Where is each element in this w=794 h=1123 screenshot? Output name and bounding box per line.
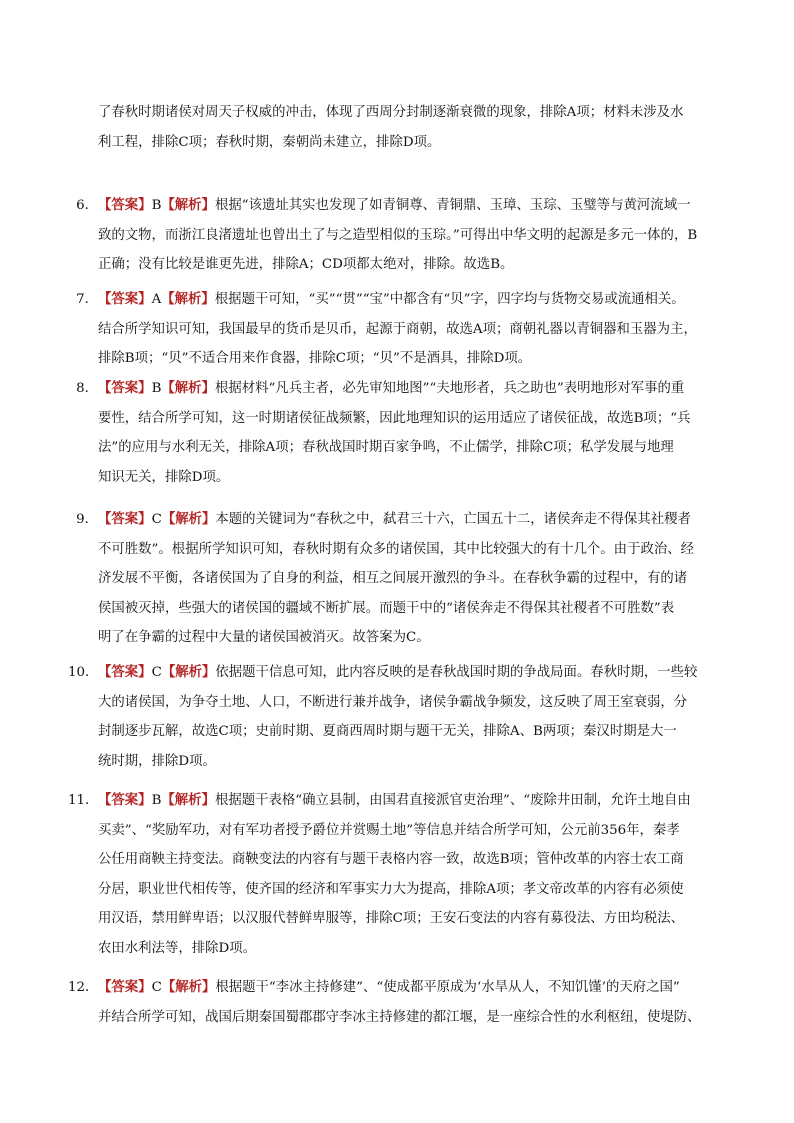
item-first-line xyxy=(68,191,738,221)
text-line: 明了在争霸的过程中大量的诸侯国被消灭。故答案为C。 xyxy=(98,630,430,645)
answer-letter: A xyxy=(151,292,162,307)
answer-letter: C xyxy=(151,980,162,995)
answer-item-8 xyxy=(68,374,738,492)
text-line: 封制逐步瓦解，故选C项；史前时期、夏商西周时期与题干无关，排除A、B两项；秦汉时期是大一 xyxy=(98,724,677,739)
answer-item-11 xyxy=(68,786,738,963)
item-first-line xyxy=(68,374,738,404)
answer-letter: B xyxy=(151,198,162,213)
analysis-label: 【解析】 xyxy=(161,511,216,527)
text-line: 买卖”、“奖励军功，对有军功者授予爵位并赏赐土地”等信息并结合所学可知，公元前356年，秦孝 xyxy=(98,822,680,838)
text-line: 致的文物，而浙江良渚遗址也曾出土了与之造型相似的玉琮。”可得出中华文明的起源是多元一体的，B xyxy=(98,227,698,243)
continuation-paragraph xyxy=(98,98,738,157)
text-line: 分居，职业世代相传等，使齐国的经济和军事实力大为提高，排除A项；孝文帝改革的内容有必须使 xyxy=(98,881,684,897)
text-line: 结合所学知识可知，我国最早的货币是贝币，起源于商朝，故选A项；商朝礼器以青铜器和玉器为主， xyxy=(98,321,697,337)
analysis-label: 【解析】 xyxy=(161,380,215,396)
item-number: 8． xyxy=(76,381,98,396)
answer-letter: B xyxy=(151,381,162,396)
text-line: 利工程，排除C项；春秋时期，秦朝尚未建立，排除D项。 xyxy=(98,134,441,150)
answer-letter: C xyxy=(151,665,162,680)
item-number: 7． xyxy=(76,292,98,307)
text-line: 正确；没有比较是谁更先进，排除A；CD项都太绝对，排除。故选B。 xyxy=(98,257,514,272)
text-line: 本题的关键词为“春秋之中，弑君三十六，亡国五十二，诸侯奔走不得保其社稷者 xyxy=(215,512,691,527)
item-first-line xyxy=(68,786,738,816)
text-line: 侯国被灭掉，些强大的诸侯国的疆域不断扩展。而题干中的“诸侯奔走不得保其社稷者不可胜数”表 xyxy=(98,600,675,616)
analysis-label: 【解析】 xyxy=(161,979,216,995)
text-line: 依据题干信息可知，此内容反映的是春秋战国时期的争战局面。春秋时期，一些较 xyxy=(215,665,698,680)
text-line: 知识无关，排除D项。 xyxy=(98,469,230,485)
answer-label: 【答案】 xyxy=(98,197,152,213)
item-number: 9． xyxy=(76,512,98,527)
answer-item-7 xyxy=(68,285,738,374)
text-line: 根据材料“凡兵主者，必先审知地图”“夫地形者，兵之助也”表明地形对军事的重 xyxy=(214,381,685,396)
text-line: 根据“该遗址其实也发现了如青铜尊、青铜鼎、玉璋、玉琮、玉璧等与黄河流域一 xyxy=(214,198,691,213)
text-line: 公任用商鞅主持变法。商鞅变法的内容有与题干表格内容一致，故选B项；管仲改革的内容士农工商 xyxy=(98,852,684,867)
answer-item-10 xyxy=(68,658,738,776)
text-line: 了春秋时期诸侯对周天子权威的冲击，体现了西周分封制逐渐衰微的现象，排除A项；材料未涉及水 xyxy=(98,105,684,120)
answer-letter: B xyxy=(151,793,162,808)
text-line: 统时期，排除D项。 xyxy=(98,753,216,769)
answer-label: 【答案】 xyxy=(98,664,152,680)
answer-label: 【答案】 xyxy=(98,511,152,527)
item-first-line xyxy=(68,973,738,1003)
answer-label: 【答案】 xyxy=(98,380,152,396)
item-number: 10． xyxy=(68,665,99,680)
analysis-label: 【解析】 xyxy=(161,291,215,307)
analysis-label: 【解析】 xyxy=(161,792,215,808)
text-line: 根据题干表格“确立县制，由国君直接派官吏治理”、“废除井田制，允许土地自由 xyxy=(214,793,691,808)
text-line: 济发展不平衡，各诸侯国为了自身的利益，相互之间展开激烈的争斗。在春秋争霸的过程中，有的诸 xyxy=(98,571,688,586)
text-line: 根据题干可知，“买”“贯”“宝”中都含有“贝”字，四字均与货物交易或流通相关。 xyxy=(214,292,685,307)
item-number: 11． xyxy=(68,793,99,808)
answer-item-9 xyxy=(68,505,738,653)
item-first-line xyxy=(68,285,738,315)
item-number: 6． xyxy=(76,198,98,213)
text-line: 根据题干“李冰主持修建”、“使成都平原成为‘水旱从人，不知饥馑’的天府之国” xyxy=(215,980,680,995)
analysis-label: 【解析】 xyxy=(161,664,216,680)
text-line: 并结合所学可知，战国后期秦国蜀郡郡守李冰主持修建的都江堰，是一座综合性的水利枢纽，使堤防、 xyxy=(98,1009,701,1025)
text-line: 用汉语，禁用鲜卑语；以汉服代替鲜卑服等，排除C项；王安石变法的内容有募役法、方田均税法、 xyxy=(98,911,685,926)
text-line: 不可胜数”。根据所学知识可知，春秋时期有众多的诸侯国，其中比较强大的有十几个。由于政治、经 xyxy=(98,541,695,557)
answer-item-6 xyxy=(68,191,738,280)
analysis-label: 【解析】 xyxy=(161,197,215,213)
text-line: 大的诸侯国，为争夺土地、人口，不断进行兼并战争，诸侯争霸战争频发，这反映了周王室衰弱，分 xyxy=(98,694,688,710)
text-line: 农田水利法等，排除D项。 xyxy=(98,940,257,956)
text-line: 排除B项；“贝”不适合用来作食器，排除C项；“贝”不是酒具，排除D项。 xyxy=(98,351,532,366)
item-number: 12． xyxy=(68,980,99,995)
answer-item-12 xyxy=(68,973,738,1032)
item-first-line xyxy=(68,658,738,688)
answer-label: 【答案】 xyxy=(98,291,152,307)
item-first-line xyxy=(68,505,738,535)
text-line: 要性，结合所学可知，这一时期诸侯征战频繁，因此地理知识的运用适应了诸侯征战，故选B项；“兵 xyxy=(98,410,691,426)
answer-label: 【答案】 xyxy=(98,792,152,808)
answer-letter: C xyxy=(151,512,162,527)
answer-label: 【答案】 xyxy=(98,979,152,995)
text-line: 法”的应用与水利无关，排除A项；春秋战国时期百家争鸣，不止儒学，排除C项；私学发展与地理 xyxy=(98,440,674,455)
